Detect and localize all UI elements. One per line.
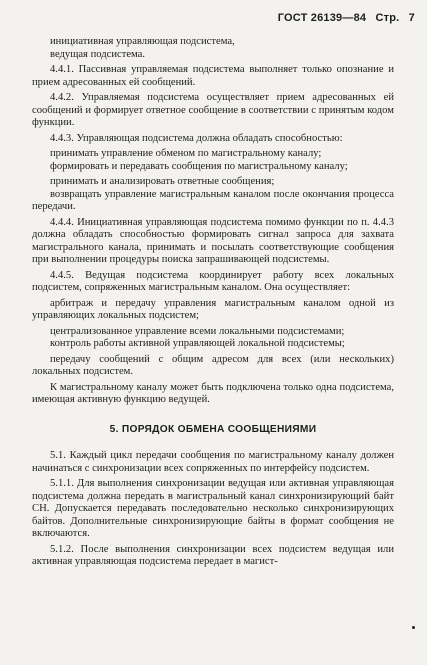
paragraph: принимать управление обменом по магистральному каналу;: [50, 148, 322, 159]
paragraph: 5.1.2. После выполнения синхронизации всех подсистем ведущая или активная управляющая подсистема передает в магист-: [32, 543, 394, 567]
paragraph: возвращать управление магистральным каналом после окончания процесса передачи.: [32, 188, 394, 212]
standard-number: ГОСТ 26139—84: [277, 12, 367, 24]
page-mark: [412, 626, 415, 629]
page-number: 7: [408, 12, 415, 24]
paragraph: 4.4.2. Управляемая подсистема осуществляет прием адресованных ей сообщений и формирует ответное сообщение в соответствии с принятым кодом функции.: [32, 92, 394, 128]
section-title: 5. ПОРЯДОК ОБМЕНА СООБЩЕНИЯМИ: [109, 423, 317, 435]
paragraph: 4.4.1. Пассивная управляемая подсистема выполняет только опознание и прием адресованных ей сообщений.: [32, 64, 394, 88]
body-text: [32, 36, 394, 569]
paragraph: контроль работы активной управляющей локальной подсистемы;: [50, 338, 345, 349]
page-header: [272, 12, 415, 24]
paragraph: 4.4.3. Управляющая подсистема должна обладать способностью:: [50, 132, 343, 144]
paragraph: передачу сообщений с общим адресом для всех (или нескольких) локальных подсистем.: [32, 353, 394, 377]
paragraph: 5.1.1. Для выполнения синхронизации ведущая или активная управляющая подсистема должна передать в магистральный канал синхронизирующий байт СН. Допускается передавать последовательно несколько синхронизирующих байтов. Дополнительные синхронизирующие байты в формат сообщения не включаются.: [32, 478, 394, 539]
paragraph: К магистральному каналу может быть подключена только одна подсистема, имеющая активную функцию ведущей.: [32, 381, 394, 405]
paragraph: принимать и анализировать ответные сообщения;: [50, 176, 275, 187]
paragraph: 4.4.4. Инициативная управляющая подсистема помимо функции по п. 4.4.3 должна обладать способностью формировать сигнал запроса для захвата магистрального канала, принимать и посылать соответствующие сообщения при выполнении процедуры поиска запрашивающей подсистемы.: [32, 216, 394, 265]
paragraph: 5.1. Каждый цикл передачи сообщения по магистральному каналу должен начинаться с синхронизации всех сопряженных по интерфейсу подсистем.: [32, 450, 394, 474]
paragraph: формировать и передавать сообщения по магистральному каналу;: [50, 160, 348, 172]
paragraph: инициативная управляющая подсистема,: [50, 36, 235, 47]
paragraph: ведущая подсистема.: [50, 48, 146, 60]
page-label: Стр.: [375, 12, 400, 24]
paragraph: арбитраж и передачу управления магистральным каналом одной из управляющих локальных подсистем;: [32, 297, 394, 321]
paragraph: 4.4.5. Ведущая подсистема координирует работу всех локальных подсистем, сопряженных магистральным каналом. Она осуществляет:: [32, 269, 394, 293]
paragraph: централизованное управление всеми локальными подсистемами;: [50, 325, 345, 337]
